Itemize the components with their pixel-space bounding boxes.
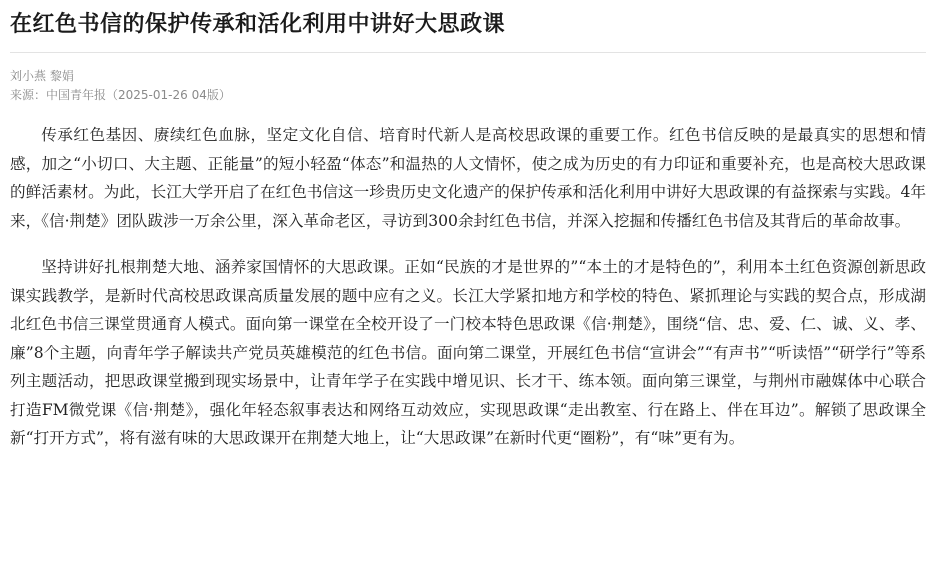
- article-source: [10, 86, 926, 105]
- article-paragraph: 传承红色基因、赓续红色血脉，坚定文化自信、培育时代新人是高校思政课的重要工作。红色书信反映的是最真实的思想和情感，加之“小切口、大主题、正能量”的短小轻盈“体态”和温热的人文情怀，使之成为历史的有力印证和重要补充，也是高校大思政课的鲜活素材。为此，长江大学开启了在红色书信这一珍贵历史文化遗产的保护传承和活化利用中讲好大思政课的有益探索与实践。4年来，《信·荆楚》团队跋涉一万余公里，深入革命老区，寻访到300余封红色书信，并深入挖掘和传播红色书信及其背后的革命故事。: [10, 126, 926, 230]
- source-value: 中国青年报（2025-01-26 04版）: [46, 88, 231, 102]
- article-title: 在红色书信的保护传承和活化利用中讲好大思政课: [10, 12, 506, 37]
- article-paragraph: 坚持讲好扎根荆楚大地、涵养家国情怀的大思政课。正如“民族的才是世界的”“本土的才是特色的”，利用本土红色资源创新思政课实践教学，是新时代高校思政课高质量发展的题中应有之义。长江大学紧扣地方和学校的特色、紧抓理论与实践的契合点，形成湖北红色书信三课堂贯通育人模式。面向第一课堂在全校开设了一门校本特色思政课《信·荆楚》，围绕“信、忠、爱、仁、诚、义、孝、廉”8个主题，向青年学子解读共产党员英雄模范的红色书信。面向第二课堂，开展红色书信“宣讲会”“有声书”“听读悟”“研学行”等系列主题活动，把思政课堂搬到现实场景中，让青年学子在实践中增见识、长才干、练本领。面向第三课堂，与荆州市融媒体中心联合打造FM微党课《信·荆楚》，强化年轻态叙事表达和网络互动效应，实现思政课“走出教室、行在路上、伴在耳边”。解锁了思政课全新“打开方式”，将有滋有味的大思政课开在荆楚大地上，让“大思政课”在新时代更“圈粉”，有“味”更有为。: [10, 258, 926, 447]
- article-body: [10, 121, 926, 453]
- title-divider: [10, 52, 926, 53]
- source-label: 来源：: [10, 88, 47, 102]
- article-authors: 刘小燕 黎娟: [10, 69, 74, 83]
- article-meta: [10, 67, 926, 105]
